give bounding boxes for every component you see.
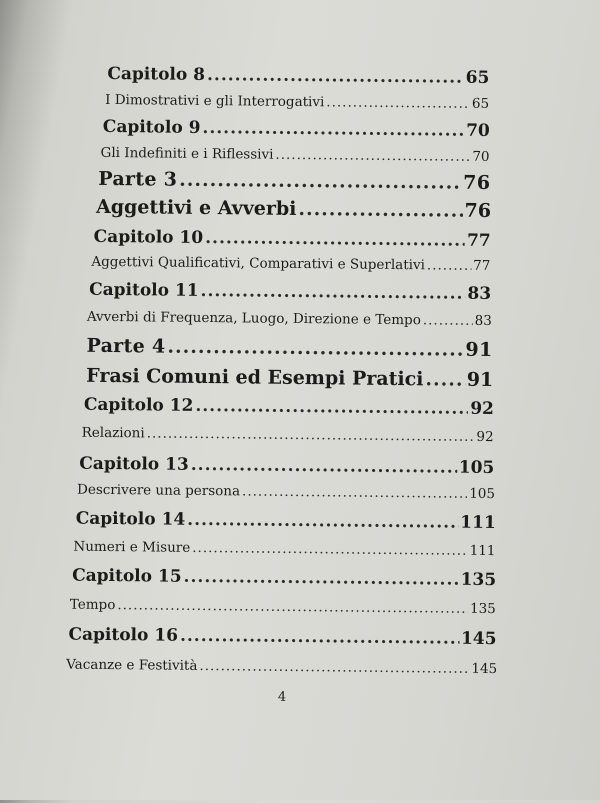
toc-entry: [73, 539, 495, 559]
toc-entry: [68, 625, 496, 649]
toc-entry: [89, 280, 491, 304]
toc-leader-dots: [191, 455, 457, 478]
toc-entry-title: Avverbi di Frequenza, Luogo, Direzione e Tempo: [86, 308, 421, 329]
toc-entry: [70, 597, 496, 617]
toc-entry-page: 111: [469, 542, 496, 560]
toc-entry: [76, 509, 496, 533]
toc-entry-title: Aggettivi e Avverbi: [95, 195, 297, 220]
toc-leader-dots: [184, 567, 459, 590]
page-number: 4: [277, 689, 287, 705]
toc-entry-title: Gli Indefiniti e i Riflessivi: [100, 144, 274, 163]
toc-entry-page: 135: [469, 600, 496, 618]
toc-entry: [91, 254, 490, 274]
toc-entry-title: Capitolo 13: [79, 453, 189, 475]
toc-entry-title: Frasi Comuni ed Esempi Pratici: [86, 364, 424, 391]
toc-entry: [105, 92, 489, 112]
toc-entry: [87, 309, 492, 329]
toc-leader-dots: [207, 65, 464, 88]
toc-entry-title: Capitolo 10: [93, 226, 204, 248]
toc-leader-dots: [117, 597, 468, 617]
toc-entry-title: Vacanze e Festività: [66, 656, 198, 674]
toc-entry-title: Descrivere una persona: [76, 481, 241, 500]
toc-entry-title: Capitolo 11: [89, 279, 199, 301]
toc-entry: [96, 196, 491, 222]
toc-leader-dots: [326, 94, 470, 112]
toc-entry-title: Capitolo 16: [68, 624, 179, 646]
toc-leader-dots: [167, 336, 463, 361]
toc-entry-page: 92: [470, 398, 495, 420]
toc-entry: [86, 365, 493, 391]
toc-leader-dots: [202, 118, 464, 141]
toc-entry-page: 76: [463, 171, 491, 194]
toc-leader-dots: [195, 396, 468, 419]
toc-entry-page: 105: [458, 457, 495, 479]
toc-entry: [98, 168, 490, 194]
toc-entry-page: 145: [471, 660, 498, 678]
toc-entry: [79, 454, 494, 478]
toc-entry-page: 70: [472, 148, 490, 165]
toc-leader-dots: [423, 312, 473, 329]
toc-entry: [84, 395, 494, 419]
toc-entry-page: 105: [469, 485, 496, 503]
toc-leader-dots: [275, 147, 470, 165]
toc-entry-page: 76: [464, 199, 492, 222]
toc-entry: [72, 566, 496, 590]
toc-entry-page: 65: [471, 95, 490, 112]
toc-leader-dots: [199, 658, 469, 677]
toc-entry: [100, 145, 489, 165]
toc-leader-dots: [180, 626, 459, 649]
toc-entry-title: Capitolo 12: [83, 394, 194, 416]
toc-leader-dots: [425, 368, 465, 390]
toc-entry-page: 91: [466, 368, 494, 392]
table-of-contents: [4, 0, 600, 678]
toc-leader-dots: [201, 281, 466, 304]
toc-entry-page: 145: [460, 628, 497, 650]
toc-entry-page: 135: [460, 569, 497, 591]
toc-leader-dots: [179, 169, 461, 194]
toc-entry-page: 92: [476, 428, 494, 446]
toc-entry-title: Capitolo 9: [102, 116, 201, 138]
toc-entry-title: Capitolo 8: [107, 63, 206, 85]
toc-leader-dots: [147, 425, 475, 444]
toc-entry-page: 70: [466, 120, 490, 141]
toc-leader-dots: [187, 510, 458, 533]
toc-entry-title: Capitolo 14: [75, 508, 186, 530]
toc-entry: [86, 335, 492, 361]
toc-entry-page: 111: [460, 512, 496, 534]
toc-entry-title: Relazioni: [81, 424, 145, 442]
toc-entry-title: Capitolo 15: [72, 565, 182, 587]
toc-leader-dots: [298, 198, 462, 222]
toc-entry-page: 77: [473, 257, 491, 274]
toc-entry: [77, 482, 495, 502]
toc-entry-page: 83: [467, 283, 492, 304]
toc-entry: [103, 117, 490, 141]
toc-entry: [107, 64, 489, 88]
toc-leader-dots: [427, 257, 471, 273]
toc-entry: [82, 425, 494, 445]
toc-entry-title: Tempo: [69, 596, 116, 614]
toc-leader-dots: [242, 483, 467, 501]
toc-entry-page: 77: [466, 230, 491, 251]
toc-entry-page: 91: [465, 338, 493, 362]
toc-leader-dots: [192, 540, 468, 559]
toc-entry: [94, 227, 491, 251]
toc-entry-page: 83: [474, 312, 492, 330]
toc-entry-title: Aggettivi Qualificativi, Comparativi e Superlativi: [91, 253, 426, 274]
toc-entry-title: Parte 4: [86, 334, 166, 358]
toc-entry-title: Numeri e Misure: [73, 538, 191, 556]
toc-entry-title: I Dimostrativi e gli Interrogativi: [105, 91, 325, 111]
toc-entry: [66, 657, 497, 678]
toc-entry-title: Parte 3: [98, 167, 178, 191]
toc-leader-dots: [205, 228, 465, 251]
toc-entry-page: 65: [465, 67, 490, 88]
